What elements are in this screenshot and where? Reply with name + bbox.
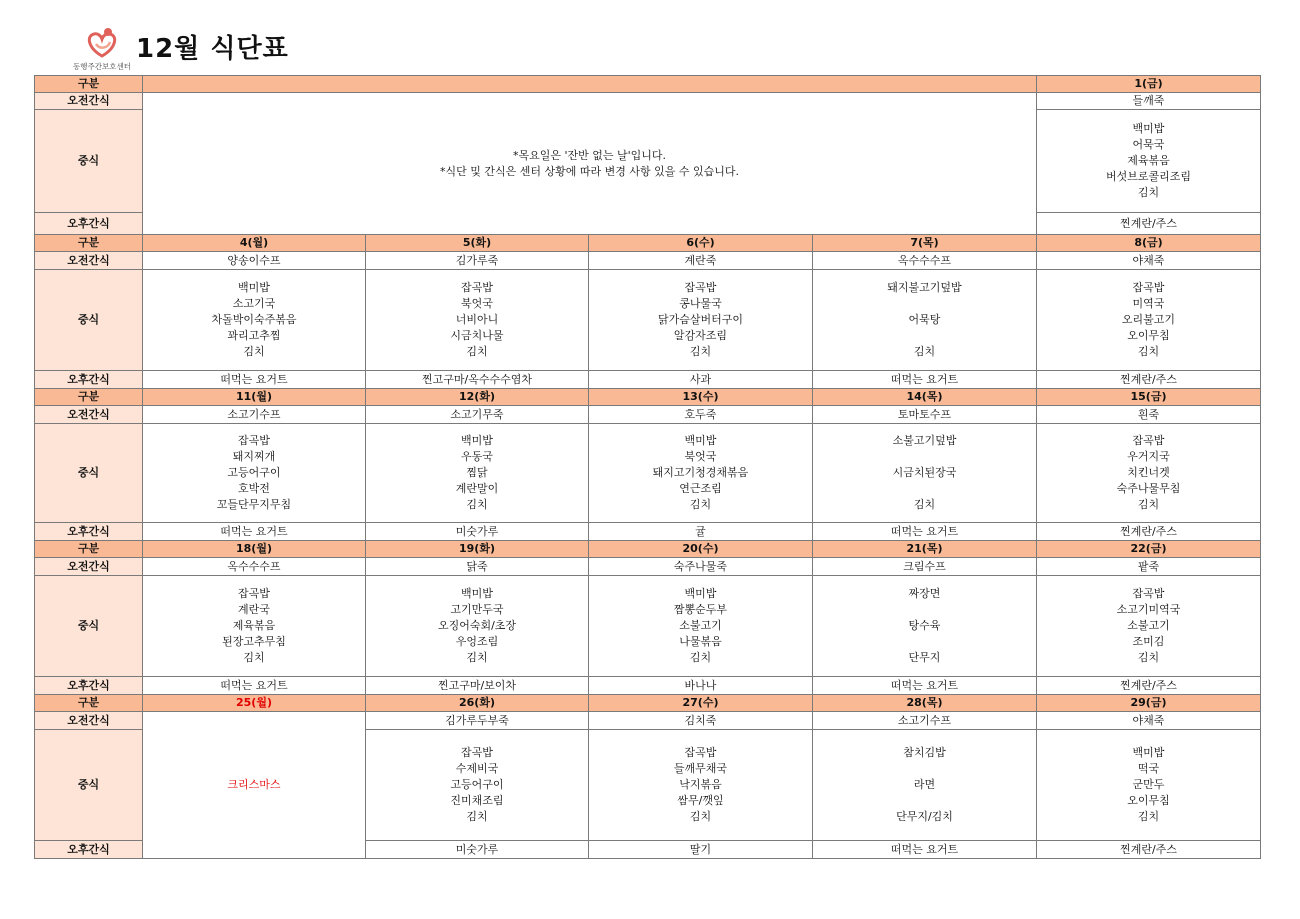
day-header: 29(금) <box>1037 695 1261 712</box>
day-header: 15(금) <box>1037 389 1261 406</box>
morning-snack-label: 오전간식 <box>35 252 143 270</box>
morning-snack-label: 오전간식 <box>35 406 143 424</box>
afternoon-snack-cell: 사과 <box>589 371 813 389</box>
afternoon-snack-cell: 딸기 <box>589 841 813 859</box>
page-title: 12월 식단표 <box>136 34 289 64</box>
afternoon-snack-cell: 떠먹는 요거트 <box>813 523 1037 541</box>
morning-snack-cell: 김가루죽 <box>366 252 589 270</box>
morning-snack-cell: 양송이수프 <box>143 252 366 270</box>
lunch-cell: 잡곡밥 계란국 제육볶음 된장고추무침 김치 <box>143 576 366 677</box>
lunch-cell: 백미밥 떡국 군만두 오이무침 김치 <box>1037 730 1261 841</box>
category-label: 구분 <box>35 76 143 93</box>
morning-snack-cell: 소고기수프 <box>143 406 366 424</box>
week3-lunch-row <box>35 424 1261 523</box>
afternoon-snack-label: 오후간식 <box>35 213 143 235</box>
week5-morning-row <box>35 712 1261 730</box>
week4-morning-row <box>35 558 1261 576</box>
day-header: 27(수) <box>589 695 813 712</box>
afternoon-snack-cell: 찐계란/주스 <box>1037 841 1261 859</box>
afternoon-snack-cell: 떠먹는 요거트 <box>813 841 1037 859</box>
lunch-cell: 소불고기덮밥 시금치된장국 김치 <box>813 424 1037 523</box>
day-header: 7(목) <box>813 235 1037 252</box>
afternoon-snack-cell: 떠먹는 요거트 <box>143 371 366 389</box>
morning-snack-cell: 들깨죽 <box>1037 93 1261 110</box>
afternoon-snack-cell: 떠먹는 요거트 <box>813 371 1037 389</box>
lunch-cell: 잡곡밥 들깨무채국 낙지볶음 쌈무/깻잎 김치 <box>589 730 813 841</box>
morning-snack-cell: 닭죽 <box>366 558 589 576</box>
afternoon-snack-cell: 찐고구마/옥수수수염차 <box>366 371 589 389</box>
lunch-cell: 잡곡밥 수제비국 고등어구이 진미채조림 김치 <box>366 730 589 841</box>
day-header: 21(목) <box>813 541 1037 558</box>
week4-lunch-row <box>35 576 1261 677</box>
morning-snack-cell: 야채죽 <box>1037 252 1261 270</box>
morning-snack-cell: 크림수프 <box>813 558 1037 576</box>
day-header: 11(월) <box>143 389 366 406</box>
afternoon-snack-cell: 찐계란/주스 <box>1037 523 1261 541</box>
day-header: 13(수) <box>589 389 813 406</box>
day-header: 1(금) <box>1037 76 1261 93</box>
afternoon-snack-cell: 찐고구마/보이차 <box>366 677 589 695</box>
lunch-cell: 잡곡밥 미역국 오리불고기 오이무침 김치 <box>1037 270 1261 371</box>
lunch-label: 중식 <box>35 576 143 677</box>
week1-morning-row <box>35 93 1261 110</box>
afternoon-snack-cell: 미숫가루 <box>366 523 589 541</box>
day-header: 14(목) <box>813 389 1037 406</box>
morning-snack-cell: 소고기무죽 <box>366 406 589 424</box>
afternoon-snack-label: 오후간식 <box>35 523 143 541</box>
lunch-cell: 잡곡밥 콩나물국 닭가슴살버터구이 알감자조림 김치 <box>589 270 813 371</box>
category-label: 구분 <box>35 541 143 558</box>
week2-header-row <box>35 235 1261 252</box>
lunch-label: 중식 <box>35 424 143 523</box>
morning-snack-cell: 소고기수프 <box>813 712 1037 730</box>
afternoon-snack-cell: 떠먹는 요거트 <box>813 677 1037 695</box>
day-header: 4(월) <box>143 235 366 252</box>
morning-snack-label: 오전간식 <box>35 712 143 730</box>
lunch-label: 중식 <box>35 110 143 213</box>
org-name: 동행주간보호센터 <box>73 62 131 71</box>
morning-snack-cell: 김치죽 <box>589 712 813 730</box>
week2-afternoon-row <box>35 371 1261 389</box>
lunch-cell: 짜장면 탕수육 단무지 <box>813 576 1037 677</box>
week5-header-row <box>35 695 1261 712</box>
week3-header-row <box>35 389 1261 406</box>
lunch-cell: 잡곡밥 돼지찌개 고등어구이 호박전 꼬들단무지무침 <box>143 424 366 523</box>
morning-snack-cell: 옥수수수프 <box>813 252 1037 270</box>
day-header: 20(수) <box>589 541 813 558</box>
lunch-cell: 백미밥 북엇국 돼지고기청경채볶음 연근조림 김치 <box>589 424 813 523</box>
category-label: 구분 <box>35 389 143 406</box>
lunch-cell: 백미밥 짬뽕순두부 소불고기 나물볶음 김치 <box>589 576 813 677</box>
lunch-cell: 잡곡밥 우거지국 치킨너겟 숙주나물무침 김치 <box>1037 424 1261 523</box>
afternoon-snack-cell: 찐계란/주스 <box>1037 371 1261 389</box>
afternoon-snack-cell: 떠먹는 요거트 <box>143 523 366 541</box>
morning-snack-cell: 토마토수프 <box>813 406 1037 424</box>
notice-line-1: *목요일은 '잔반 없는 날'입니다. <box>512 148 667 162</box>
lunch-cell: 돼지불고기덮밥 어묵탕 김치 <box>813 270 1037 371</box>
day-header: 19(화) <box>366 541 589 558</box>
afternoon-snack-label: 오후간식 <box>35 371 143 389</box>
afternoon-snack-label: 오후간식 <box>35 677 143 695</box>
holiday-day-header: 25(월) <box>143 695 366 712</box>
meal-plan-table <box>34 75 1261 859</box>
page-header <box>60 24 660 72</box>
morning-snack-cell: 옥수수수프 <box>143 558 366 576</box>
day-header: 22(금) <box>1037 541 1261 558</box>
morning-snack-cell: 흰죽 <box>1037 406 1261 424</box>
morning-snack-cell: 야채죽 <box>1037 712 1261 730</box>
afternoon-snack-cell: 바나나 <box>589 677 813 695</box>
week3-afternoon-row <box>35 523 1261 541</box>
day-header: 12(화) <box>366 389 589 406</box>
lunch-cell: 백미밥 우동국 찜닭 계란말이 김치 <box>366 424 589 523</box>
day-header: 26(화) <box>366 695 589 712</box>
afternoon-snack-label: 오후간식 <box>35 841 143 859</box>
week3-morning-row <box>35 406 1261 424</box>
morning-snack-cell: 김가루두부죽 <box>366 712 589 730</box>
day-header: 18(월) <box>143 541 366 558</box>
morning-snack-cell: 팥죽 <box>1037 558 1261 576</box>
morning-snack-cell: 호두죽 <box>589 406 813 424</box>
afternoon-snack-cell: 찐계란/주스 <box>1037 213 1261 235</box>
lunch-cell: 잡곡밥 소고기미역국 소불고기 조미김 김치 <box>1037 576 1261 677</box>
week1-header-row <box>35 76 1261 93</box>
week2-lunch-row <box>35 270 1261 371</box>
week4-header-row <box>35 541 1261 558</box>
week2-morning-row <box>35 252 1261 270</box>
morning-snack-cell: 숙주나물죽 <box>589 558 813 576</box>
lunch-label: 중식 <box>35 730 143 841</box>
lunch-cell: 백미밥 어묵국 제육볶음 버섯브로콜리조림 김치 <box>1037 110 1261 213</box>
morning-snack-label: 오전간식 <box>35 558 143 576</box>
morning-snack-label: 오전간식 <box>35 93 143 110</box>
category-label: 구분 <box>35 235 143 252</box>
holiday-cell: 크리스마스 <box>143 712 366 859</box>
notice-line-2: *식단 및 간식은 센터 상황에 따라 변경 사항 있을 수 있습니다. <box>440 164 739 178</box>
heart-logo-icon <box>78 26 126 60</box>
morning-snack-cell: 계란죽 <box>589 252 813 270</box>
lunch-cell: 잡곡밥 북엇국 너비아니 시금치나물 김치 <box>366 270 589 371</box>
afternoon-snack-cell: 미숫가루 <box>366 841 589 859</box>
week4-afternoon-row <box>35 677 1261 695</box>
afternoon-snack-cell: 찐계란/주스 <box>1037 677 1261 695</box>
lunch-label: 중식 <box>35 270 143 371</box>
lunch-cell: 백미밥 소고기국 차돌박이숙주볶음 꽈리고추찜 김치 <box>143 270 366 371</box>
afternoon-snack-cell: 떠먹는 요거트 <box>143 677 366 695</box>
lunch-cell: 참치김밥 라면 단무지/김치 <box>813 730 1037 841</box>
notice-box <box>143 93 1037 235</box>
afternoon-snack-cell: 귤 <box>589 523 813 541</box>
day-header: 8(금) <box>1037 235 1261 252</box>
day-header: 28(목) <box>813 695 1037 712</box>
empty-header <box>143 76 1037 93</box>
day-header: 5(화) <box>366 235 589 252</box>
lunch-cell: 백미밥 고기만두국 오징어숙회/초장 우엉조림 김치 <box>366 576 589 677</box>
day-header: 6(수) <box>589 235 813 252</box>
category-label: 구분 <box>35 695 143 712</box>
center-logo <box>60 26 144 70</box>
